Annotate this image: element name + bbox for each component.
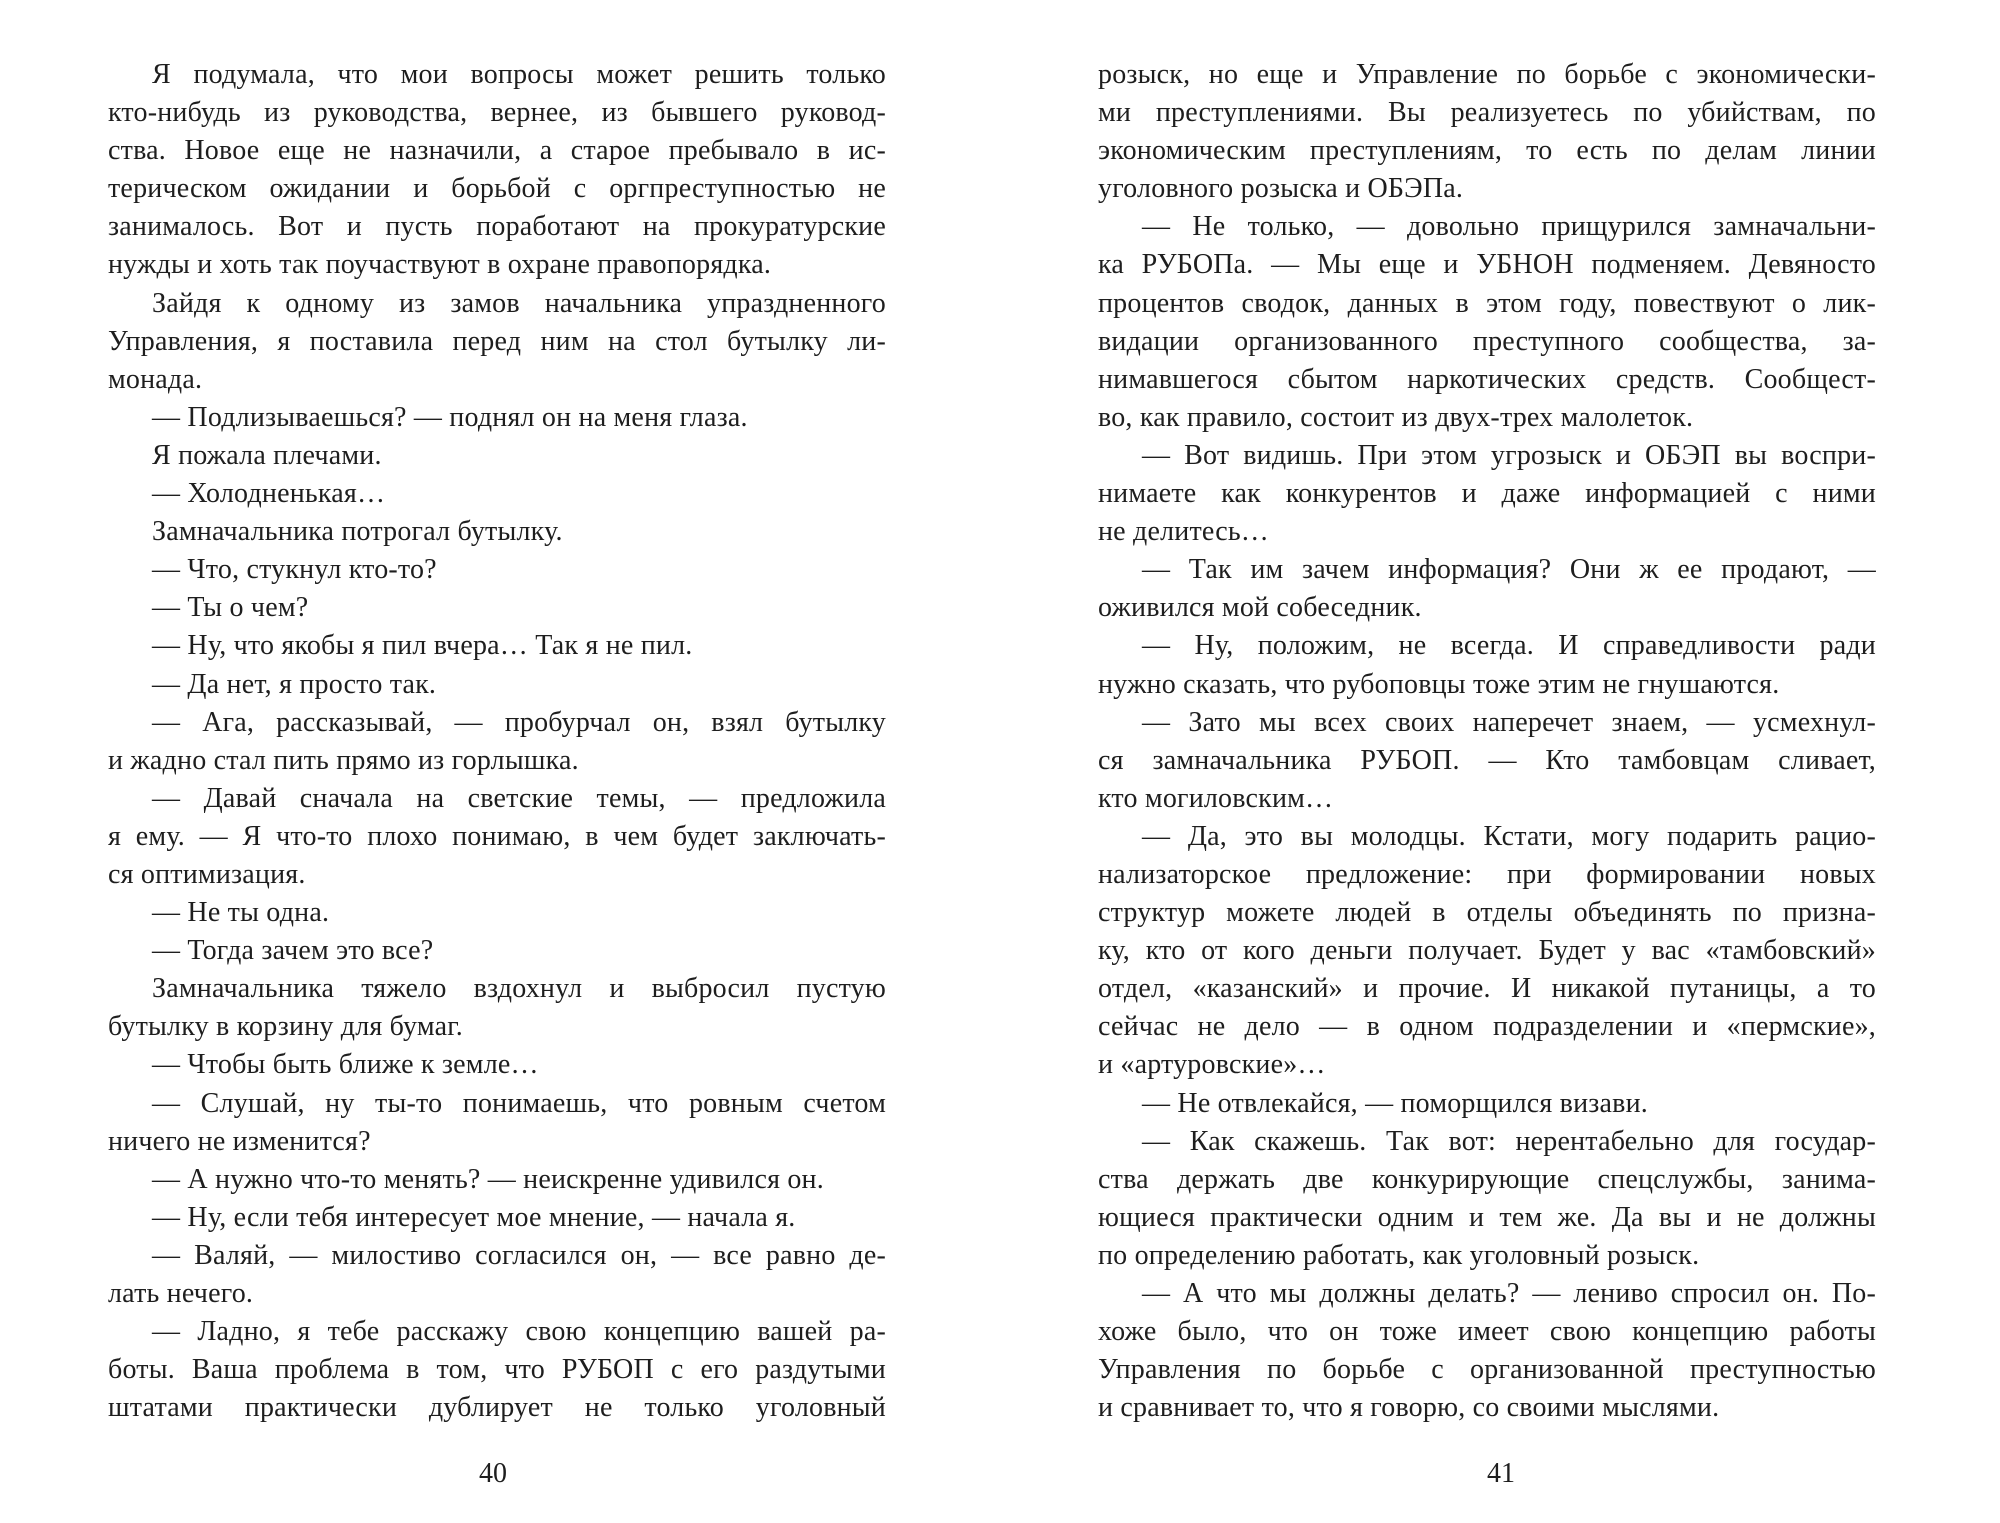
text-line: — Не отвлекайся, — поморщился визави. (1142, 1087, 1648, 1119)
text-line: ства. Новое еще не назначили, а старое пребывало в ис- (108, 135, 886, 167)
text-line: — Ага, рассказывай, — пробурчал он, взял бутылку (152, 706, 886, 738)
text-line: сейчас не дело — в одном подразделении и «пермские», (1098, 1011, 1876, 1043)
text-line: — Тогда зачем это все? (152, 935, 434, 967)
text-line: — Вот видишь. При этом угрозыск и ОБЭП вы воспри- (1142, 439, 1876, 471)
text-line: нализаторское предложение: при формировании новых (1098, 858, 1876, 890)
text-line: — Зато мы всех своих наперечет знаем, — усмехнул- (1142, 706, 1876, 738)
text-line: лать нечего. (108, 1278, 254, 1309)
text-line: — Давай сначала на светские темы, — предложила (152, 782, 886, 814)
text-line: — Не ты одна. (152, 897, 330, 929)
text-line: и сравнивает то, что я говорю, со своими мыслями. (1098, 1392, 1720, 1424)
text-line: — Ты о чем? (152, 592, 309, 624)
text-line: и жадно стал пить прямо из горлышка. (108, 744, 579, 776)
text-line: нимавшегося сбытом наркотических средств. Сообщест- (1098, 363, 1876, 395)
text-line: процентов сводок, данных в этом году, повествуют о лик- (1098, 287, 1876, 319)
text-line: — Так им зачем информация? Они ж ее продают, — (1142, 554, 1876, 586)
left-page-number: 40 (479, 1458, 507, 1489)
text-line: — Валяй, — милостиво согласился он, — все равно де- (152, 1239, 886, 1271)
text-line: штатами практически дублирует не только уголовный (108, 1392, 886, 1424)
text-line: ся оптимизация. (108, 858, 306, 890)
right-page (1000, 0, 2000, 1523)
right-page-text (1098, 56, 1876, 1427)
text-line: ся замначальника РУБОП. — Кто тамбовцам сливает, (1098, 744, 1876, 776)
text-line: ми преступлениями. Вы реализуетесь по убийствам, по (1098, 97, 1876, 129)
text-line: не делитесь… (1098, 516, 1270, 548)
text-line: Замначальника тяжело вздохнул и выбросил пустую (152, 973, 886, 1005)
text-line: — Да, это вы молодцы. Кстати, могу подарить рацио- (1142, 820, 1876, 852)
text-line: нимаете как конкурентов и даже информацией с ними (1098, 478, 1876, 510)
text-line: монада. (108, 363, 203, 395)
text-line: занималось. Вот и пусть поработают на прокуратурские (108, 211, 886, 243)
text-line: и «артуровские»… (1098, 1049, 1326, 1081)
text-line: я ему. — Я что-то плохо понимаю, в чем будет заключать- (108, 820, 886, 852)
text-line: — Как скажешь. Так вот: нерентабельно для государ- (1142, 1125, 1876, 1157)
text-line: Зайдя к одному из замов начальника упраздненного (152, 287, 886, 319)
text-line: — А нужно что-то менять? — неискренне удивился он. (152, 1163, 824, 1195)
text-line: нужды и хоть так поучаствуют в охране правопорядка. (108, 249, 772, 281)
text-line: — Подлизываешься? — поднял он на меня глаза. (152, 401, 748, 433)
text-line: отдел, «казанский» и прочие. И никакой путаницы, а то (1098, 973, 1876, 1005)
text-line: — Да нет, я просто так. (152, 668, 437, 700)
text-line: терическом ожидании и борьбой с оргпреступностью не (108, 173, 886, 205)
text-line: — Что, стукнул кто-то? (152, 554, 437, 586)
text-line: — Слушай, ну ты-то понимаешь, что ровным счетом (152, 1087, 886, 1119)
left-page-text (108, 56, 886, 1427)
text-line: нужно сказать, что рубоповцы тоже этим не гнушаются. (1098, 668, 1780, 700)
text-line: по определению работать, как уголовный розыск. (1098, 1239, 1700, 1271)
text-line: кто могиловским… (1098, 782, 1334, 814)
text-line: кто-нибудь из руководства, вернее, из бывшего руковод- (108, 97, 886, 129)
text-line: хоже было, что он тоже имеет свою концепцию работы (1098, 1316, 1876, 1348)
text-line: Я пожала плечами. (152, 439, 382, 471)
text-line: Замначальника потрогал бутылку. (152, 516, 563, 548)
text-line: — Ну, если тебя интересует мое мнение, — начала я. (152, 1201, 796, 1233)
right-page-number: 41 (1487, 1458, 1515, 1489)
text-line: Управления, я поставила перед ним на стол бутылку ли- (108, 325, 886, 357)
text-line: — Не только, — довольно прищурился замначальни- (1142, 211, 1876, 243)
text-line: — Чтобы быть ближе к земле… (152, 1049, 539, 1081)
text-line: экономическим преступлениям, то есть по делам линии (1098, 135, 1876, 167)
text-line: боты. Ваша проблема в том, что РУБОП с его раздутыми (108, 1354, 886, 1386)
text-line: розыск, но еще и Управление по борьбе с экономически- (1098, 59, 1876, 90)
text-line: уголовного розыска и ОБЭПа. (1098, 173, 1464, 205)
text-line: — Ладно, я тебе расскажу свою концепцию вашей ра- (152, 1316, 886, 1348)
text-line: — Ну, положим, не всегда. И справедливости ради (1142, 630, 1876, 662)
text-line: — Холодненькая… (152, 478, 386, 510)
text-line: во, как правило, состоит из двух-трех малолеток. (1098, 401, 1694, 433)
text-line: бутылку в корзину для бумаг. (108, 1011, 463, 1043)
text-line: ства держать две конкурирующие спецслужбы, занима- (1098, 1163, 1876, 1195)
text-line: оживился мой собеседник. (1098, 592, 1422, 624)
text-line: — Ну, что якобы я пил вчера… Так я не пил. (152, 630, 693, 662)
text-line: ничего не изменится? (108, 1125, 371, 1157)
text-line: видации организованного преступного сообщества, за- (1098, 325, 1876, 357)
text-line: ку, кто от кого деньги получает. Будет у вас «тамбовский» (1098, 935, 1876, 967)
text-line: Управления по борьбе с организованной преступностью (1098, 1354, 1876, 1386)
text-line: структур можете людей в отделы объединять по призна- (1098, 897, 1876, 929)
text-line: ка РУБОПа. — Мы еще и УБНОН подменяем. Девяносто (1098, 249, 1876, 281)
text-line: Я подумала, что мои вопросы может решить только (152, 59, 886, 90)
text-line: — А что мы должны делать? — лениво спросил он. По- (1142, 1278, 1876, 1309)
text-line: ющиеся практически одним и тем же. Да вы и не должны (1098, 1201, 1876, 1233)
